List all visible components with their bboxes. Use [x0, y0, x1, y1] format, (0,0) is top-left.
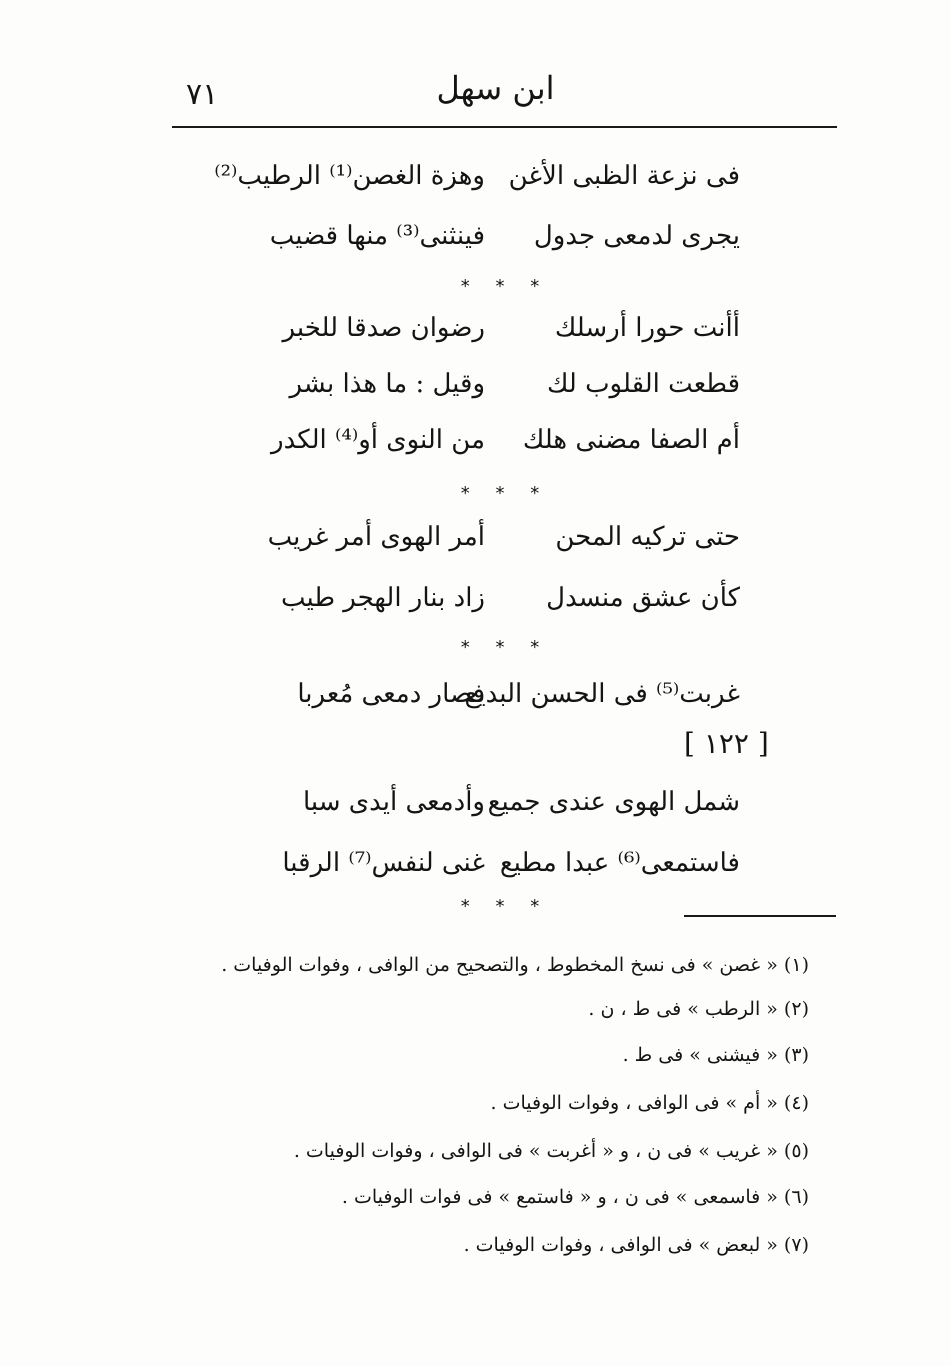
running-title: ابن سهل: [436, 69, 555, 107]
footnote: (١) « غصن » فى نسخ المخطوط ، والتصحيح من الوافى ، وفوات الوفيات .: [221, 954, 809, 976]
page-number: ٧١: [186, 77, 219, 112]
verse-line: [270, 578, 740, 618]
verse-second-hemistich: فصار دمعى مُعربا: [297, 679, 485, 709]
verse-second-hemistich: رضوان صدقا للخبر: [282, 313, 485, 343]
verse-first-hemistich: شمل الهوى عندى جميع: [487, 787, 740, 817]
footnote: (٧) « لبعض » فى الوافى ، وفوات الوفيات .: [463, 1234, 809, 1256]
manuscript-folio-marker: [ ١٢٢ ]: [684, 727, 769, 760]
verse-second-hemistich: فينثنى⁽³⁾ منها قضيب: [269, 221, 485, 251]
verse-second-hemistich: وهزة الغصن⁽¹⁾ الرطيب⁽²⁾: [214, 161, 485, 191]
verse-line: [270, 216, 740, 256]
verse-line: [267, 517, 740, 557]
header-rule: [172, 126, 837, 128]
footnote: (٦) « فاسمعى » فى ن ، و « فاستمع » فى فوات الوفيات .: [341, 1186, 809, 1208]
verse-second-hemistich: غنى لنفس⁽⁷⁾ الرقبا: [282, 848, 485, 878]
verse-line: [214, 156, 740, 196]
section-separator: * * *: [460, 637, 550, 658]
verse-second-hemistich: زاد بنار الهجر طيب: [280, 583, 485, 613]
verse-first-hemistich: غربت⁽⁵⁾ فى الحسن البديع: [464, 679, 740, 709]
verse-line: [270, 674, 740, 714]
verse-first-hemistich: أم الصفا مضنى هلك: [522, 425, 740, 455]
verse-first-hemistich: أأنت حورا أرسلك: [554, 313, 740, 343]
verse-first-hemistich: حتى تركيه المحن: [555, 522, 740, 552]
verse-second-hemistich: وقيل : ما هذا بشر: [289, 369, 485, 399]
verse-second-hemistich: أمر الهوى أمر غريب: [267, 522, 485, 552]
verse-first-hemistich: فاستمعى⁽⁶⁾ عبدا مطيع: [499, 848, 740, 878]
verse-line: [270, 420, 740, 460]
verse-first-hemistich: قطعت القلوب لك: [546, 369, 740, 399]
verse-line: [270, 308, 740, 348]
verse-line: [270, 843, 740, 883]
section-separator: * * *: [460, 276, 550, 297]
verse-first-hemistich: فى نزعة الظبى الأغن: [508, 161, 740, 191]
verse-line: [270, 782, 740, 822]
section-separator: * * *: [460, 483, 550, 504]
footnote: (٤) « أم » فى الوافى ، وفوات الوفيات .: [490, 1092, 809, 1114]
verse-second-hemistich: وأدمعى أيدى سبا: [302, 787, 485, 817]
footnote-rule: [684, 915, 836, 917]
section-separator: * * *: [460, 896, 550, 917]
verse-first-hemistich: كأن عشق منسدل: [546, 583, 740, 613]
verse-second-hemistich: من النوى أو⁽⁴⁾ الكدر: [271, 425, 485, 455]
footnote: (٢) « الرطب » فى ط ، ن .: [588, 998, 809, 1020]
verse-first-hemistich: يجرى لدمعى جدول: [533, 221, 740, 251]
verse-line: [270, 364, 740, 404]
footnote: (٣) « فيشنى » فى ط .: [622, 1044, 809, 1066]
footnote: (٥) « غريب » فى ن ، و « أغربت » فى الوافى ، وفوات الوفيات .: [293, 1140, 809, 1162]
